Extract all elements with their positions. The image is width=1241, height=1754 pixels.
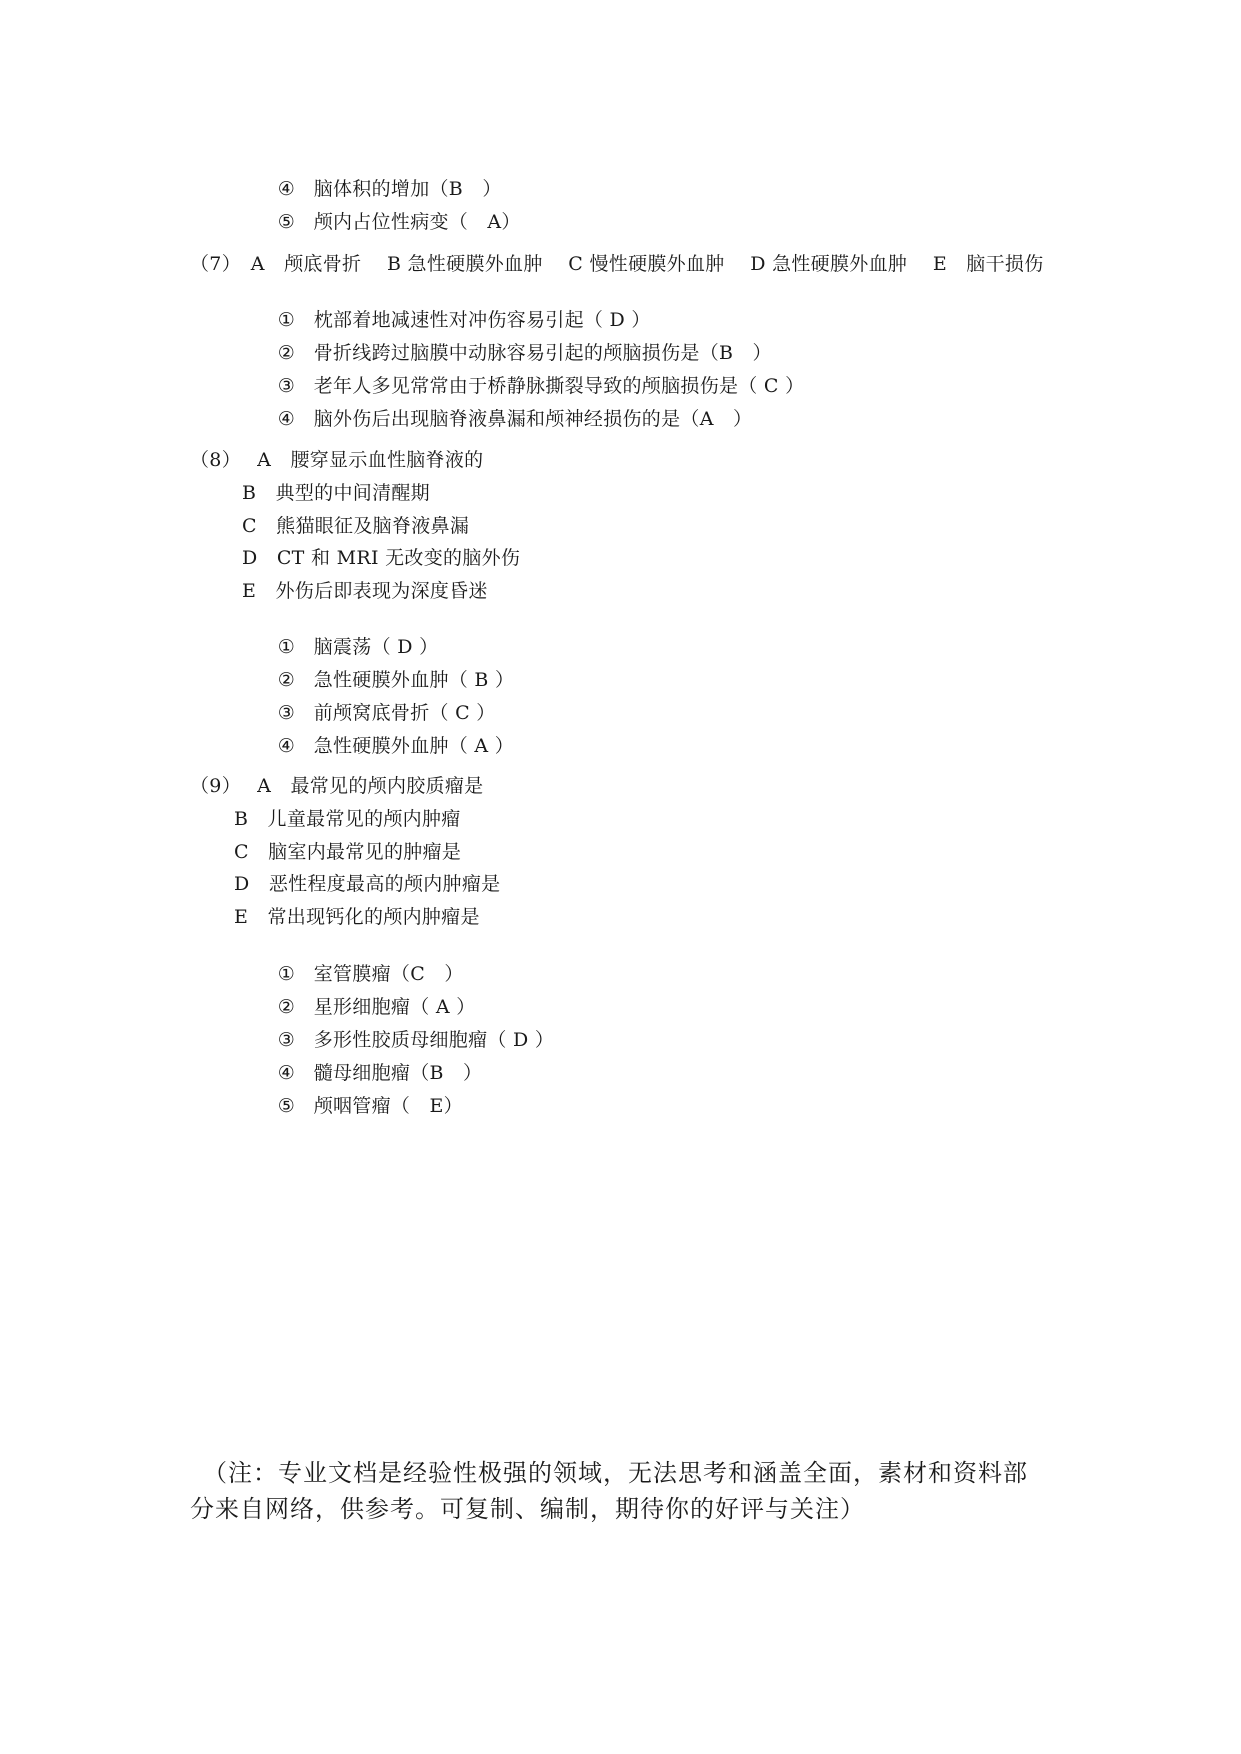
item-text: 脑外伤后出现脑脊液鼻漏和颅神经损伤的是（A ） bbox=[313, 408, 753, 430]
item-text: 室管膜瘤（C ） bbox=[313, 963, 464, 985]
item-text: 枕部着地减速性对冲伤容易引起（ D ） bbox=[313, 309, 651, 331]
footer-note-line-1: （注：专业文档是经验性极强的领域，无法思考和涵盖全面，素材和资料部 bbox=[190, 1459, 1028, 1487]
option-e: E 外伤后即表现为深度昏迷 bbox=[242, 580, 488, 602]
list-item bbox=[265, 186, 521, 234]
list-item bbox=[265, 710, 514, 758]
item-number: ① bbox=[277, 963, 296, 985]
item-number: ② bbox=[277, 669, 296, 691]
item-text: 骨折线跨过脑膜中动脉容易引起的颅脑损伤是（B ） bbox=[313, 342, 772, 364]
item-text: 星形细胞瘤（ A ） bbox=[313, 996, 476, 1018]
item-number: ④ bbox=[277, 1062, 296, 1084]
option-d: D CT 和 MRI 无改变的脑外伤 bbox=[242, 547, 521, 569]
item-number: ① bbox=[277, 309, 296, 331]
item-number: ③ bbox=[277, 375, 296, 397]
option-e: E 常出现钙化的颅内肿瘤是 bbox=[234, 906, 480, 928]
item-number: ⑤ bbox=[277, 1095, 296, 1117]
item-text: 脑震荡（ D ） bbox=[313, 636, 439, 658]
item-text: 颅咽管瘤（ E） bbox=[313, 1095, 463, 1117]
option-b: B 典型的中间清醒期 bbox=[242, 482, 430, 504]
item-text: 髓母细胞瘤（B ） bbox=[313, 1062, 483, 1084]
item-number: ④ bbox=[277, 735, 296, 757]
item-number: ④ bbox=[277, 178, 296, 200]
item-text: 急性硬膜外血肿（ B ） bbox=[313, 669, 515, 691]
item-text: 颅内占位性病变（ A） bbox=[313, 211, 521, 233]
item-number: ⑤ bbox=[277, 211, 296, 233]
question-8-header: （8） A 腰穿显示血性脑脊液的 bbox=[190, 449, 484, 471]
option-c: C 熊猫眼征及脑脊液鼻漏 bbox=[242, 515, 470, 537]
item-number: ② bbox=[277, 996, 296, 1018]
item-text: 老年人多见常常由于桥静脉撕裂导致的颅脑损伤是（ C ） bbox=[313, 375, 805, 397]
item-number: ① bbox=[277, 636, 296, 658]
question-7-header: （7） A 颅底骨折 B 急性硬膜外血肿 C 慢性硬膜外血肿 D 急性硬膜外血肿 E 脑干损伤 bbox=[190, 253, 1044, 275]
list-item bbox=[265, 383, 752, 431]
item-text: 多形性胶质母细胞瘤（ D ） bbox=[313, 1029, 555, 1051]
option-c: C 脑室内最常见的肿瘤是 bbox=[234, 841, 462, 863]
question-9-header: （9） A 最常见的颅内胶质瘤是 bbox=[190, 775, 484, 797]
option-b: B 儿童最常见的颅内肿瘤 bbox=[234, 808, 461, 830]
footer-note-line-2: 分来自网络，供参考。可复制、编制，期待你的好评与关注） bbox=[190, 1495, 865, 1523]
item-number: ② bbox=[277, 342, 296, 364]
item-text: 急性硬膜外血肿（ A ） bbox=[313, 735, 515, 757]
list-item bbox=[265, 1070, 463, 1118]
item-number: ③ bbox=[277, 1029, 296, 1051]
item-text: 脑体积的增加（B ） bbox=[313, 178, 502, 200]
item-number: ④ bbox=[277, 408, 296, 430]
item-text: 前颅窝底骨折（ C ） bbox=[313, 702, 496, 724]
option-d: D 恶性程度最高的颅内肿瘤是 bbox=[234, 873, 501, 895]
item-number: ③ bbox=[277, 702, 296, 724]
